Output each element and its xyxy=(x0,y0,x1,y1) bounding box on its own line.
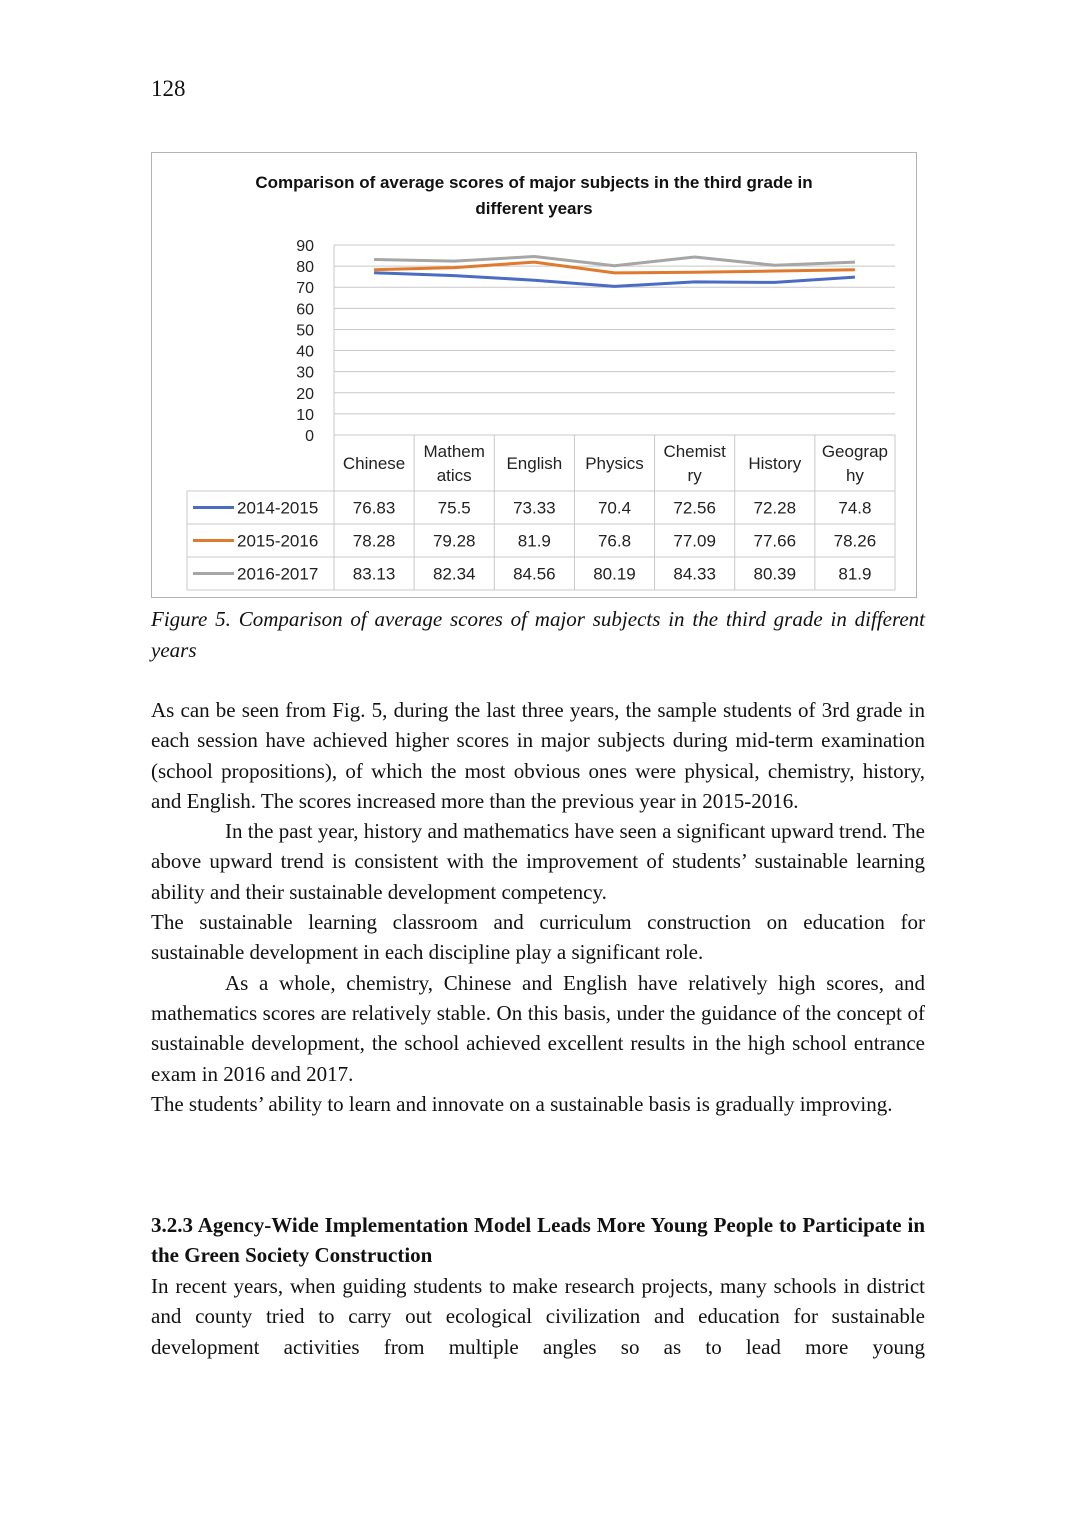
legend-label: 2015-2016 xyxy=(237,531,319,551)
data-table-value: 72.28 xyxy=(753,498,797,518)
data-table-value: 79.28 xyxy=(432,531,476,551)
y-tick-label: 40 xyxy=(296,343,314,361)
data-table-value: 70.4 xyxy=(597,498,632,518)
series-line-2014-2015 xyxy=(374,273,855,287)
data-table-value: 76.83 xyxy=(352,498,396,518)
data-table-value: 78.26 xyxy=(833,531,877,551)
x-category-label: Physics xyxy=(585,454,644,473)
x-category-label: Mathem xyxy=(423,442,485,461)
chart-plot xyxy=(152,153,918,599)
data-table-value: 74.8 xyxy=(838,498,872,518)
data-table-value: 80.19 xyxy=(593,564,636,584)
paragraph-5: The students’ ability to learn and innovate on a sustainable basis is gradually improving. xyxy=(151,1091,893,1116)
y-tick-label: 30 xyxy=(296,364,314,382)
chart-title-line-2: different years xyxy=(475,199,593,218)
data-table-value: 84.56 xyxy=(513,564,556,584)
data-table-value: 73.33 xyxy=(513,498,556,518)
x-category-label: hy xyxy=(845,466,864,485)
x-category-label: Chinese xyxy=(342,454,406,473)
paragraph-1: As can be seen from Fig. 5, during the last three years, the sample students of 3rd grade in each session have achieved higher scores in major subjects during mid-term examination (school propositions), of which the most obvious ones were physical, chemistry, history, and English. The scores increased more than the previous year in 2015-2016. xyxy=(151,698,925,813)
x-category-label: English xyxy=(506,454,563,473)
paragraph-2: In the past year, history and mathematics have seen a significant upward trend. The above upward trend is consistent with the improvement of students’ sustainable learning ability and their sustainable development competency. xyxy=(151,819,925,904)
section-heading: 3.2.3 Agency-Wide Implementation Model Leads More Young People to Participate in the Green Society Construction xyxy=(151,1213,925,1268)
data-table-value: 81.9 xyxy=(838,564,872,584)
line-chart-figure xyxy=(151,152,917,598)
y-tick-label: 10 xyxy=(296,406,314,424)
legend-label: 2016-2017 xyxy=(237,564,319,584)
series-line-2016-2017 xyxy=(374,256,855,265)
y-tick-label: 90 xyxy=(296,238,314,255)
paragraph-4: As a whole, chemistry, Chinese and English have relatively high scores, and mathematics scores are relatively stable. On this basis, under the guidance of the concept of sustainable development, the school achieved excellent results in the high school entrance exam in 2016 and 2017. xyxy=(151,970,925,1086)
page-number: 128 xyxy=(151,76,186,101)
x-category-label: History xyxy=(748,454,802,473)
data-table-value: 81.9 xyxy=(517,531,551,551)
data-table-value: 77.66 xyxy=(753,531,797,551)
chart-title-line-1: Comparison of average scores of major subjects in the third grade in xyxy=(255,173,813,192)
legend-label: 2014-2015 xyxy=(237,498,319,518)
data-table-value: 78.28 xyxy=(352,531,396,551)
y-tick-label: 0 xyxy=(305,428,314,445)
y-tick-label: 50 xyxy=(296,322,314,340)
data-table-value: 83.13 xyxy=(352,564,396,584)
y-tick-label: 80 xyxy=(296,259,314,277)
data-table-value: 76.8 xyxy=(597,531,632,551)
data-table-value: 80.39 xyxy=(753,564,797,584)
x-category-label: atics xyxy=(436,466,472,485)
paragraph-3: The sustainable learning classroom and curriculum construction on education for sustainable development in each discipline play a significant role. xyxy=(151,910,925,965)
y-tick-label: 60 xyxy=(296,301,314,319)
data-table-value: 72.56 xyxy=(673,498,716,518)
data-table-value: 84.33 xyxy=(673,564,716,584)
y-tick-label: 20 xyxy=(296,385,314,403)
x-category-label: Geograp xyxy=(821,442,889,461)
body-text xyxy=(151,695,925,1119)
data-table-value: 75.5 xyxy=(437,498,471,518)
data-table-value: 82.34 xyxy=(432,564,476,584)
x-category-label: ry xyxy=(687,466,702,485)
data-table-value: 77.09 xyxy=(673,531,716,551)
y-tick-label: 70 xyxy=(296,280,314,298)
section-paragraph: In recent years, when guiding students to make research projects, many schools in district and county tried to carry out ecological civilization and education for sustainable development activities from multiple angles so as to lead more young xyxy=(151,1274,925,1359)
x-category-label: Chemist xyxy=(663,442,726,461)
figure-caption: Figure 5. Comparison of average scores of major subjects in the third grade in different years xyxy=(151,607,925,662)
